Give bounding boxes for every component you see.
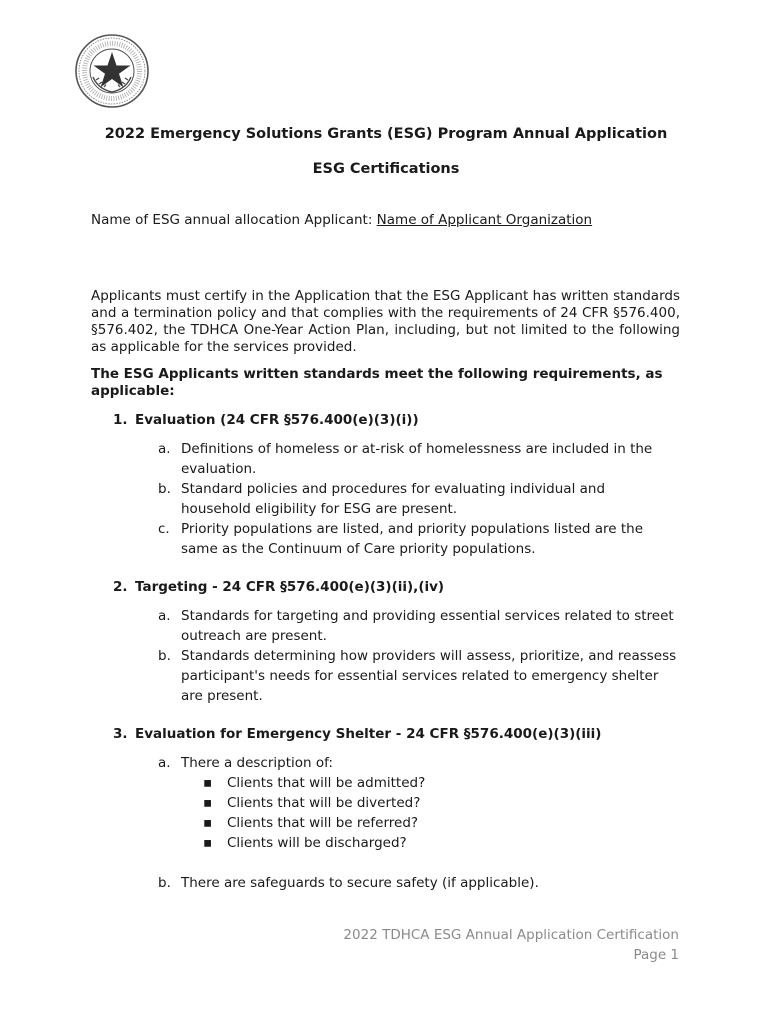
bullet-icon: ▪ [203, 835, 213, 851]
item-text: Standards for targeting and providing essential services related to street outreach are present. [181, 608, 674, 644]
page-footer [343, 925, 679, 965]
section-title: Evaluation for Emergency Shelter - 24 CFR §576.400(e)(3)(iii) [135, 726, 602, 742]
item-text: There a description of: [181, 755, 333, 771]
bullet-item [203, 813, 418, 833]
bullet-item [203, 793, 420, 813]
list-item [158, 519, 678, 559]
item-letter: c. [158, 521, 170, 537]
bullet-text: Clients that will be admitted? [227, 775, 426, 791]
item-text: Standard policies and procedures for evaluating individual and household eligibility for ESG are present. [181, 481, 606, 517]
list-item [158, 873, 678, 893]
bullet-item [203, 833, 407, 853]
intro-paragraph: Applicants must certify in the Application that the ESG Applicant has written standards and a termination policy and that complies with the requirements of 24 CFR §576.400, §576.402, the TDHCA One-Year Action Plan, including, but not limited to the following as applicable for the services provided. [91, 288, 680, 355]
section-heading [113, 412, 419, 428]
bullet-icon: ▪ [203, 775, 213, 791]
list-item [158, 439, 678, 479]
item-text: Standards determining how providers will assess, prioritize, and reassess participant's needs for essential services related to emergency shelter are present. [181, 648, 677, 704]
section-title: Targeting - 24 CFR §576.400(e)(3)(ii),(iv) [135, 579, 445, 595]
texas-state-seal-icon [74, 33, 150, 109]
list-item [158, 753, 678, 773]
item-letter: b. [158, 481, 171, 497]
bullet-text: Clients that will be referred? [227, 815, 419, 831]
bullet-icon: ▪ [203, 815, 213, 831]
item-letter: a. [158, 441, 171, 457]
bullet-item [203, 773, 425, 793]
applicant-label: Name of ESG annual allocation Applicant: [91, 212, 377, 228]
section-number: 3. [113, 726, 128, 742]
bullet-icon: ▪ [203, 795, 213, 811]
list-item [158, 479, 678, 519]
page-number: Page 1 [633, 947, 679, 963]
document-subtitle: ESG Certifications [312, 161, 460, 177]
item-letter: b. [158, 648, 171, 664]
document-title: 2022 Emergency Solutions Grants (ESG) Program Annual Application [104, 126, 668, 142]
applicant-name-field[interactable]: Name of Applicant Organization [376, 212, 593, 228]
list-item [158, 646, 678, 706]
item-letter: a. [158, 608, 171, 624]
requirements-heading: The ESG Applicants written standards meet the following requirements, as applicable: [91, 366, 663, 399]
bullet-text: Clients that will be diverted? [227, 795, 421, 811]
item-letter: a. [158, 755, 171, 771]
section-title: Evaluation (24 CFR §576.400(e)(3)(i)) [135, 412, 419, 428]
section-number: 1. [113, 412, 128, 428]
section-number: 2. [113, 579, 128, 595]
item-text: Priority populations are listed, and priority populations listed are the same as the Continuum of Care priority populations. [181, 521, 644, 557]
bullet-text: Clients will be discharged? [227, 835, 407, 851]
item-text: There are safeguards to secure safety (if applicable). [181, 875, 539, 891]
item-letter: b. [158, 875, 171, 891]
list-item [158, 606, 678, 646]
footer-document-title: 2022 TDHCA ESG Annual Application Certification [343, 927, 679, 943]
item-text: Definitions of homeless or at-risk of homelessness are included in the evaluation. [181, 441, 653, 477]
section-heading [113, 726, 601, 742]
applicant-line [91, 212, 592, 228]
section-heading [113, 579, 444, 595]
